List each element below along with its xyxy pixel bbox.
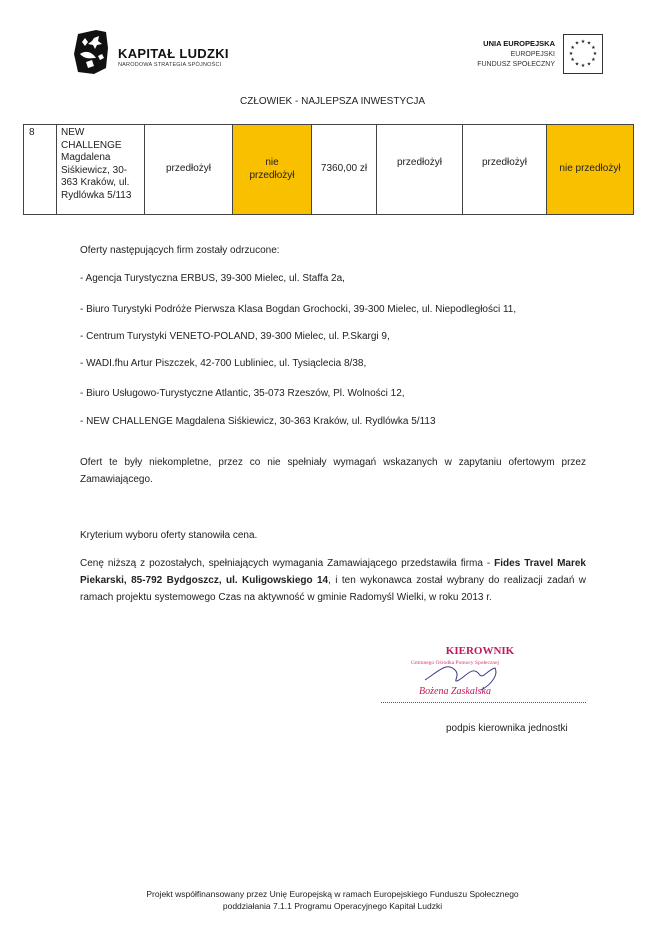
stamp-signature [385, 640, 585, 702]
eu-flag-icon [563, 34, 603, 74]
company-line: NEW [61, 127, 85, 138]
svg-text:★: ★ [580, 63, 586, 69]
row-number: 8 [24, 125, 57, 215]
logo-title: KAPITAŁ LUDZKI [118, 46, 229, 61]
cell-col5-amount: 7360,00 zł [312, 125, 377, 215]
svg-text:★: ★ [586, 61, 592, 68]
company-line: CHALLENGE [61, 139, 122, 151]
logo-subtitle: NARODOWA STRATEGIA SPÓJNOŚCI [118, 62, 222, 68]
svg-text:★: ★ [586, 40, 592, 47]
footer-line-1: Projekt współfinansowany przez Unię Europejską w ramach Europejskiego Funduszu Społecznego [146, 889, 519, 899]
selection-part-1: Cenę niższą z pozostałych, spełniających wymagania Zamawiającego przedstawiła firma - [80, 558, 495, 569]
cell-col4-line: przedłożył [249, 169, 295, 181]
svg-text:★: ★ [570, 57, 575, 63]
selected-company: Fides Travel Marek Piekarski, 85-792 Bydgoszcz, ul. Kuligowskiego 14 [80, 558, 586, 586]
criterion-text: Kryterium wyboru oferty stanowiła cena. [80, 530, 258, 541]
selection-part-2: , i ten wykonawca został wybrany do realizacji zadań w ramach projektu systemowego Czas na aktywność w gminie Radomyśl Wielki, w roku 2013 r. [80, 575, 587, 603]
cell-col4-line: nie [265, 157, 279, 168]
eu-line-1: UNIA EUROPEJSKA [483, 39, 555, 48]
rejected-item: - NEW CHALLENGE Magdalena Siśkiewicz, 30-363 Kraków, ul. Rydlówka 5/113 [80, 416, 436, 427]
kapital-ludzki-logo-icon [72, 28, 112, 76]
rejected-item: - Agencja Turystyczna ERBUS, 39-300 Mielec, ul. Staffa 2a, [80, 273, 345, 284]
eu-line-2: EUROPEJSKI [510, 50, 555, 58]
rejection-reason: Ofert te były niekompletne, przez co nie spełniały wymagań wskazanych w zapytaniu ofertowym przez Zamawiającego. [80, 457, 586, 485]
footer-line-2: poddziałania 7.1.1 Programu Operacyjnego Kapitał Ludzki [222, 901, 443, 911]
company-cell [57, 125, 145, 215]
svg-text:★: ★ [574, 40, 580, 47]
eu-line-3: FUNDUSZ SPOŁECZNY [477, 61, 555, 68]
rejected-item: - Centrum Turystyki VENETO-POLAND, 39-300 Mielec, ul. P.Skargi 9, [80, 331, 390, 342]
company-line: Siśkiewicz, 30- [61, 164, 128, 176]
company-line: Magdalena [61, 152, 111, 163]
company-line: Rydlówka 5/113 [61, 189, 132, 201]
signature-line [381, 702, 586, 703]
svg-text:★: ★ [570, 45, 575, 51]
rejected-intro: Oferty następujących firm zostały odrzucone: [80, 245, 280, 256]
cell-col7: przedłożył [463, 125, 547, 215]
svg-text:★: ★ [592, 51, 598, 57]
selection-paragraph [80, 555, 586, 606]
rejected-item: - Biuro Turystyki Podróże Pierwsza Klasa Bogdan Grochocki, 39-300 Mielec, ul. Niepodległości 11, [80, 304, 517, 315]
cell-col8: nie przedłożył [547, 125, 634, 215]
table-row [24, 125, 634, 215]
footer [0, 888, 665, 912]
svg-text:★: ★ [568, 51, 574, 57]
rejected-item: - Biuro Usługowo-Turystyczne Atlantic, 35-073 Rzeszów, Pl. Wolności 12, [80, 388, 405, 399]
signature-caption: podpis kierownika jednostki [446, 723, 568, 734]
stamp-name: Bożena Zaskalska [419, 686, 491, 697]
svg-text:★: ★ [574, 61, 580, 68]
cell-col4 [233, 125, 312, 215]
eu-text-block [477, 39, 555, 71]
cell-col6: przedłożył [377, 125, 463, 215]
company-line: 363 Kraków, ul. [61, 177, 130, 188]
svg-text:★: ★ [580, 39, 586, 45]
stamp-line: Gminnego Ośrodka Pomocy Społecznej [410, 660, 500, 666]
cell-col3: przedłożył [145, 125, 233, 215]
motto: CZŁOWIEK - NAJLEPSZA INWESTYCJA [239, 96, 426, 107]
offers-table [23, 124, 634, 215]
svg-text:★: ★ [591, 45, 596, 51]
stamp-title: KIEROWNIK [445, 645, 515, 657]
svg-text:★: ★ [591, 57, 596, 63]
rejected-item: - WADI.fhu Artur Piszczek, 42-700 Lubliniec, ul. Tysiąclecia 8/38, [80, 358, 367, 369]
